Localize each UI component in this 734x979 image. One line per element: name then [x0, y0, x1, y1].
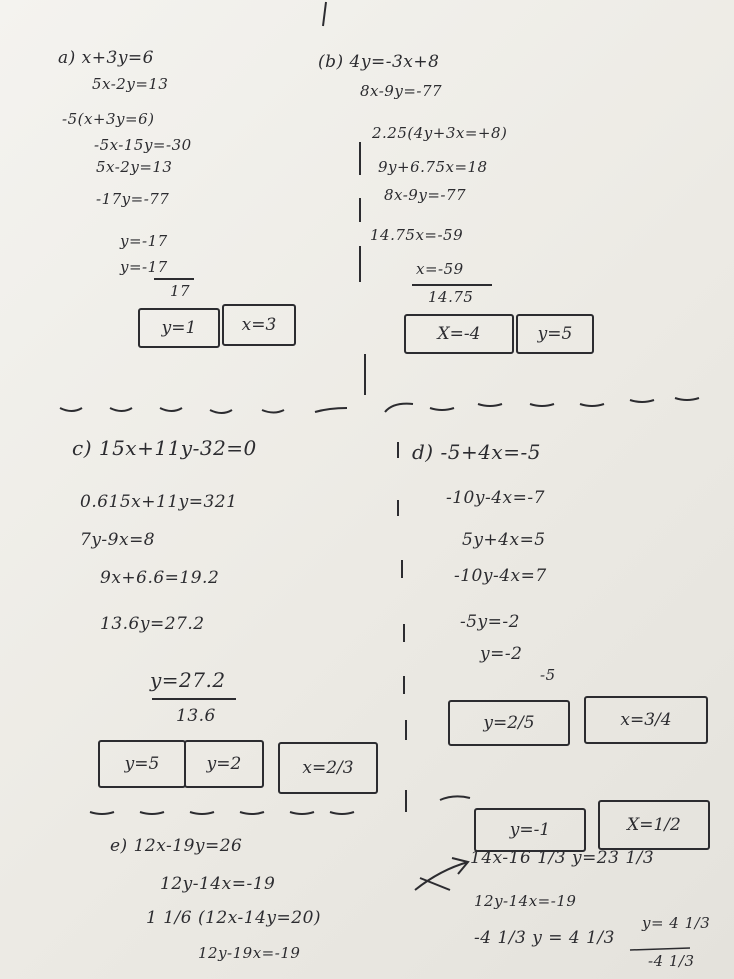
problem-b-step: 14.75	[428, 288, 474, 306]
answer-box-e-y: y=-1	[474, 808, 586, 852]
problem-d-step: -5	[540, 666, 556, 684]
problem-d-step: -10y-4x=-7	[446, 488, 545, 508]
problem-a-equation-1: a) x+3y=6	[58, 48, 154, 68]
problem-a-step: 17	[170, 282, 191, 300]
problem-c-equation-1: c) 15x+11y-32=0	[72, 436, 257, 460]
problem-e-side-step: -4 1/3 y = 4 1/3	[474, 928, 615, 948]
fraction-bar-mark	[630, 948, 690, 950]
problem-d-step: y=-2	[480, 644, 523, 664]
problem-d-step: 5y+4x=5	[462, 530, 546, 550]
problem-c-step: 7y-9x=8	[80, 530, 156, 550]
answer-box-e-x: X=1/2	[598, 800, 710, 850]
answer-box-a-x: x=3	[222, 304, 296, 346]
fraction-bar	[412, 284, 492, 286]
problem-c-step: 0.615x+11y=321	[80, 492, 238, 512]
problem-e-step: 1 1/6 (12x-14y=20)	[146, 908, 322, 928]
top-tick-mark	[323, 2, 326, 26]
problem-d-equation-1: d) -5+4x=-5	[412, 440, 541, 464]
problem-e-side-step: 14x-16 1/3 y=23 1/3	[470, 848, 655, 868]
section-divider-dashes	[60, 398, 699, 413]
problem-d-step: -10y-4x=7	[454, 566, 547, 586]
problem-d-step: -5y=-2	[460, 612, 520, 632]
lower-divider-dashes	[90, 796, 470, 814]
arrow-icon	[415, 858, 468, 890]
problem-e-equation-1: e) 12x-19y=26	[110, 836, 243, 856]
answer-box-c-y1: y=5	[98, 740, 186, 788]
answer-box-c-y2: y=2	[184, 740, 264, 788]
problem-b-equation-2: 8x-9y=-77	[360, 82, 443, 100]
problem-b-step: 14.75x=-59	[370, 226, 464, 244]
problem-b-step: 9y+6.75x=18	[378, 158, 488, 176]
answer-box-c-x: x=2/3	[278, 742, 378, 794]
fraction-bar	[154, 278, 194, 280]
problem-c-step: 13.6y=27.2	[100, 614, 205, 634]
problem-a-step: -5(x+3y=6)	[62, 110, 155, 128]
answer-box-d-x: x=3/4	[584, 696, 708, 744]
problem-a-step: y=-17	[120, 232, 168, 250]
problem-e-side-step: 12y-14x=-19	[474, 892, 577, 910]
problem-a-equation-2: 5x-2y=13	[92, 75, 169, 93]
problem-b-step: 2.25(4y+3x=+8)	[372, 124, 508, 142]
divider-top-vertical	[360, 142, 365, 395]
problem-b-step: 8x-9y=-77	[384, 186, 467, 204]
problem-a-step: -5x-15y=-30	[94, 136, 192, 154]
problem-e-side-step: y= 4 1/3	[642, 914, 711, 932]
answer-box-d-y: y=2/5	[448, 700, 570, 746]
problem-b-step: x=-59	[416, 260, 464, 278]
problem-a-step: y=-17	[120, 258, 168, 276]
divider-bottom-vertical	[398, 442, 406, 812]
problem-a-step: 5x-2y=13	[96, 158, 173, 176]
fraction-bar	[152, 698, 236, 700]
problem-e-side-step: -4 1/3	[648, 952, 695, 970]
problem-c-step: 9x+6.6=19.2	[100, 568, 220, 588]
answer-box-b-y: y=5	[516, 314, 594, 354]
problem-a-step: -17y=-77	[96, 190, 170, 208]
problem-e-equation-2: 12y-14x=-19	[160, 874, 276, 894]
answer-box-b-x: X=-4	[404, 314, 514, 354]
problem-b-equation-1: (b) 4y=-3x+8	[318, 52, 440, 72]
problem-c-step: y=27.2	[150, 668, 226, 692]
answer-box-a-y: y=1	[138, 308, 220, 348]
problem-e-step: 12y-19x=-19	[198, 944, 301, 962]
problem-c-step: 13.6	[176, 706, 216, 726]
